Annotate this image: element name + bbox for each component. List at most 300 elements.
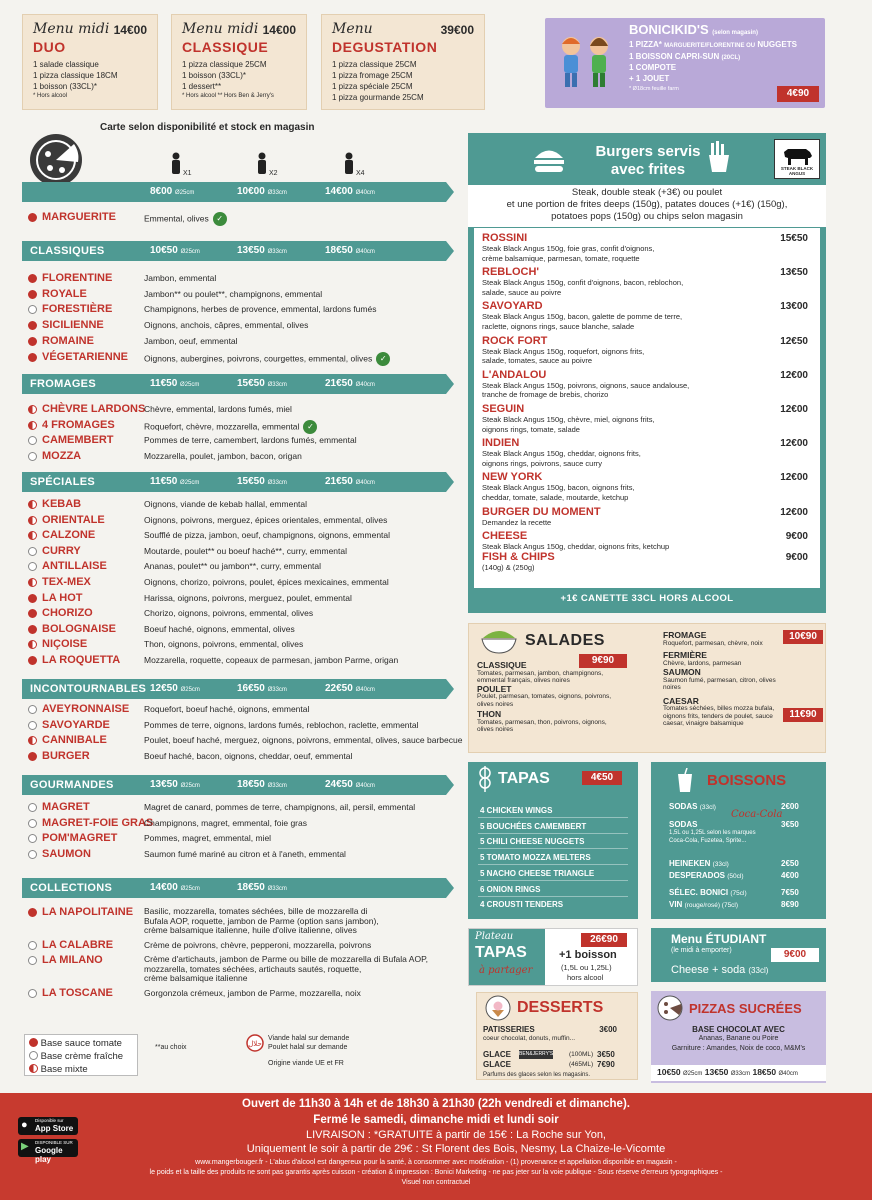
size-label: Ø40cm: [355, 249, 375, 255]
fries-icon: [708, 141, 730, 173]
vegetarian-icon: ✓: [303, 420, 317, 434]
coca-cola-logo: Coca-Cola: [731, 809, 783, 820]
pizza-desc: Crème de poivrons, chèvre, pepperoni, mozzarella, poivrons: [144, 940, 372, 950]
dessert-desc: Parfums des glaces selon les magasins.: [483, 1072, 591, 1078]
drink-row: [669, 871, 821, 880]
pizza-desc: Oignons, anchois, câpres, emmental, olives: [144, 320, 309, 331]
person-icon: [343, 152, 355, 174]
burger-desc: Steak Black Angus 150g, roquefort, oignons frits,: [482, 346, 645, 356]
base-dot: [28, 562, 37, 571]
menu-name: CLASSIQUE: [182, 39, 269, 55]
boissons-title: BOISSONS: [707, 772, 787, 789]
price-value: 24€50: [325, 779, 353, 790]
pizza-name: MAGRET-FOIE GRAS: [42, 816, 154, 829]
salade-desc: Tomates, parmesan, jambon, champignons, emmental français, olives noires: [477, 669, 604, 684]
sucrees-title: PIZZAS SUCRÉES: [689, 1001, 802, 1016]
pizza-name: SAUMON: [42, 847, 91, 860]
menu-line: 1 pizza spéciale 25CM: [332, 82, 413, 91]
kids-line-detail: (20CL): [721, 54, 741, 61]
pizza-icon: [28, 132, 84, 188]
size-label: Ø40cm: [778, 1071, 798, 1077]
menu-title: Menu: [332, 21, 373, 37]
burger-price: 13€50: [780, 267, 808, 279]
menu-price: 14€00: [262, 23, 296, 37]
base-price-bar: [22, 182, 446, 202]
burger-desc: Demandez la recette: [482, 517, 552, 527]
pizza-desc: Jambon, oeuf, emmental: [144, 335, 238, 346]
plateau-tapas: TAPAS: [475, 944, 527, 961]
legend-label: Base mixte: [40, 1064, 88, 1075]
plateau-boisson: +1 boisson: [559, 949, 617, 961]
pizza-desc: Champignons, magret, emmental, foie gras: [144, 817, 307, 828]
base-dot: [28, 640, 37, 649]
price-value: 11€50: [150, 476, 178, 487]
base-dot: [28, 908, 37, 917]
halal-note: Poulet halal sur demande: [268, 1044, 348, 1051]
drink-size: (33cl): [712, 861, 729, 868]
footer: [0, 1093, 872, 1200]
drink-row: [669, 802, 821, 811]
base-dot: [28, 803, 37, 812]
burgers-intro: et une portion de frites deeps (150g), patates douces (+1€) (150g),: [506, 199, 788, 210]
base-dot: [28, 625, 37, 634]
section-name: COLLECTIONS: [30, 882, 113, 894]
size-label: Ø25cm: [180, 382, 200, 388]
base-dot: [28, 578, 37, 587]
price-value: 18€50: [237, 882, 265, 893]
burger-desc: raclette, oignons rings, sauce blanche, salade: [482, 321, 635, 331]
size-label: Ø25cm: [175, 190, 195, 196]
burger-price: 12€00: [780, 369, 808, 381]
size-label: Ø33cm: [267, 480, 287, 486]
burger-desc: Steak Black Angus 150g, confit d'oignons, bacon, reblochon,: [482, 278, 684, 288]
plateau-price: 26€90: [581, 933, 627, 947]
burger-item: [482, 266, 772, 297]
drink-name: SODAS: [669, 802, 698, 811]
menu-title: Menu midi: [33, 21, 110, 37]
burger-item: [482, 232, 772, 263]
pizza-name: MARGUERITE: [42, 211, 116, 223]
pizza-name: BOLOGNAISE: [42, 622, 116, 635]
salade-name: POULET: [477, 683, 512, 694]
store-label: Google play: [35, 1146, 63, 1164]
salade-desc: Tomates, parmesan, thon, poivrons, oignons, olives noires: [477, 718, 607, 733]
tapas-item: 4 CHICKEN WINGS: [480, 806, 553, 815]
pizza-desc: Oignons, aubergines, poivrons, courgettes, emmental, olives: [144, 352, 373, 363]
drink-price: 3€50: [781, 820, 799, 829]
menu-name: DEGUSTATION: [332, 39, 438, 55]
drink-name: DESPERADOS: [669, 871, 726, 880]
etudiant-price: 9€00: [771, 948, 819, 962]
menu-line: 1 pizza gourmande 25CM: [332, 93, 424, 102]
pizza-desc: mozzarella, tomates séchées, artichauts sautés, roquette,: [144, 963, 362, 974]
boissons-box: [651, 762, 826, 919]
halal-icon: [246, 1034, 264, 1052]
section-bar-classiques: [22, 241, 446, 261]
vegetarian-icon: ✓: [213, 212, 227, 226]
pizza-name: LA HOT: [42, 591, 83, 604]
pizza-desc: crème balsamique italienne, huile d'olive italienne, olives: [144, 925, 357, 935]
pizza-desc: Crème d'artichauts, jambon de Parme ou bille de mozzarella di Bufala AOP,: [144, 954, 429, 964]
pizza-desc: Soufflé de pizza, jambon, oeuf, champignons, oignons, emmental: [144, 530, 391, 541]
section-bar-incontournables: [22, 679, 446, 699]
price-value: 18€50: [237, 779, 265, 790]
legal-line: www.mangerbouger.fr - L'abus d'alcool est dangereux pour la santé, à consommer avec modération - (1) provenance et appellation disponible en magasin -: [195, 1159, 677, 1166]
burger-desc: salade, tomates, sauce au poivre: [482, 356, 593, 366]
drink-row: [669, 900, 821, 909]
salade-name: CLASSIQUE: [477, 660, 527, 670]
base-dot: [28, 656, 37, 665]
drink-row: [669, 859, 821, 868]
base-dot: [28, 436, 37, 445]
drink-size: (rouge/rosé) (75cl): [684, 902, 739, 909]
au-choix-note: **au choix: [155, 1044, 187, 1051]
pizza-desc: Boeuf haché, oignons, emmental, olives: [144, 623, 295, 634]
drink-price: 7€50: [781, 888, 799, 897]
pizza-name: MAGRET: [42, 801, 90, 813]
burger-list: [474, 228, 820, 588]
dessert-size: (465ML): [569, 1061, 594, 1068]
base-dot: [28, 500, 37, 509]
burger-name: ROCK FORT: [482, 334, 548, 347]
pizza-name: FLORENTINE: [42, 272, 113, 284]
menu-card-degustation: [321, 14, 485, 110]
dessert-name: GLACE: [483, 1060, 511, 1069]
burger-desc: (140g) & (250g): [482, 563, 535, 573]
pizza-name: AVEYRONNAISE: [42, 703, 130, 715]
pizza-desc: Mozzarella, poulet, jambon, bacon, origan: [144, 451, 302, 462]
size-label: Ø33cm: [267, 249, 287, 255]
burger-desc: Steak Black Angus 150g, poivrons, oignons, sauce andalouse,: [482, 380, 690, 390]
pizza-name: LA CALABRE: [42, 939, 114, 951]
kids-line: 1 COMPOTE: [629, 63, 677, 72]
drink-price: 4€00: [781, 871, 799, 880]
divider: [478, 848, 628, 849]
pizza-desc: Emmental, olives: [144, 213, 209, 224]
plateau-label: Plateau: [475, 931, 514, 942]
burger-name: REBLOCH': [482, 266, 540, 279]
burgers-intro: Steak, double steak (+3€) ou poulet: [571, 187, 723, 198]
pizza-name: LA TOSCANE: [42, 987, 113, 999]
kids-footnote: * Ø18cm feuille farm: [629, 86, 679, 92]
menu-line: 1 boisson (33CL)*: [33, 82, 98, 91]
base-dot: [28, 305, 37, 314]
tapas-box: [468, 762, 638, 919]
burger-price: 9€00: [785, 530, 808, 542]
divider: [478, 817, 628, 818]
price-value: 14€00: [150, 882, 178, 893]
burger-desc: Steak Black Angus 150g, cheddar, oignons frits,: [482, 449, 641, 459]
person-icon: [256, 152, 268, 174]
salade-name: THON: [477, 709, 502, 719]
base-dot: [28, 705, 37, 714]
pizza-name: LA ROQUETTA: [42, 654, 121, 666]
size-label: Ø25cm: [180, 886, 200, 892]
size-label: Ø40cm: [355, 687, 375, 693]
price-value: 22€50: [325, 683, 353, 694]
bonicikids-box: [545, 18, 825, 108]
price-value: 11€50: [150, 378, 178, 389]
drink-name: SÉLEC. BONICI: [669, 888, 729, 897]
pizza-name: MOZZA: [42, 450, 82, 463]
size-label: Ø33cm: [267, 190, 287, 196]
burger-name: ROSSINI: [482, 232, 528, 244]
delivery-free: LIVRAISON : *GRATUITE à partir de 15€ : La Roche sur Yon,: [306, 1129, 606, 1141]
burger-desc: Steak Black Angus 150g, bacon, galette de pomme de terre,: [482, 312, 683, 322]
drink-price: 2€50: [781, 859, 799, 868]
etudiant-title: Menu ÉTUDIANT: [671, 932, 767, 946]
burger-desc: Steak Black Angus 150g, bacon, oignons frits,: [482, 483, 635, 493]
burger-price: 9€00: [785, 552, 808, 564]
cow-icon: [782, 146, 814, 166]
kids-line: 1 BOISSON CAPRI-SUN: [629, 51, 720, 61]
plateau-boisson-size: (1,5L ou 1,25L): [561, 963, 612, 972]
multiplier-label: X2: [269, 170, 278, 177]
tapas-price: 4€50: [582, 771, 622, 785]
base-dot: [28, 516, 37, 525]
sucrees-garniture: Garniture : Amandes, Noix de coco, M&M's: [671, 1045, 806, 1052]
base-dot: [28, 547, 37, 556]
drink-size: (50cl): [727, 873, 744, 880]
salad-bowl-icon: [481, 628, 517, 654]
skewer-icon: [476, 766, 494, 792]
salade-desc: Tomates séchées, billes mozza bufala, oignons frits, tenders de poulet, sauce caesar, vinaigre balsamique: [663, 705, 775, 727]
section-name: INCONTOURNABLES: [30, 683, 147, 695]
pizza-desc: Mozzarella, roquette, copeaux de parmesan, jambon Parme, origan: [144, 655, 399, 665]
salade-name: FERMIÈRE: [663, 650, 707, 660]
burger-desc: oignons rings, poivrons, sauce curry: [482, 458, 603, 468]
burger-price: 12€00: [780, 438, 808, 450]
origin-note: Origine viande UE et FR: [268, 1060, 344, 1067]
section-name: FROMAGES: [30, 378, 96, 390]
burger-name: L'ANDALOU: [482, 368, 547, 381]
pizza-name: FORESTIÈRE: [42, 303, 113, 316]
burger-item: [482, 471, 772, 502]
price-value: 21€50: [325, 476, 353, 487]
price-value: 15€50: [237, 378, 265, 389]
burger-desc: Steak Black Angus 150g, cheddar, oignons frits, ketchup: [482, 541, 670, 551]
price-value: 13€50: [237, 245, 265, 256]
store-small-label: Disponible sur: [35, 1118, 64, 1123]
base-dot: [28, 736, 37, 745]
size-label: Ø25cm: [180, 783, 200, 789]
pizza-name: POM'MAGRET: [42, 832, 118, 844]
pizza-name: CHORIZO: [42, 607, 93, 620]
pizza-desc: Roquefort, boeuf haché, oignons, emmental: [144, 704, 310, 714]
store-label: App Store: [35, 1124, 74, 1133]
salade-name: CAESAR: [663, 695, 699, 706]
pizza-desc: Poulet, boeuf haché, merguez, oignons, poivrons, emmental, olives, sauce barbecue: [144, 735, 463, 746]
drink-name: SODAS: [669, 820, 698, 829]
pizza-desc: crème balsamique italienne: [144, 973, 248, 983]
burger-desc: oignons rings, tomate, salade: [482, 424, 580, 434]
salades-title: SALADES: [525, 632, 605, 649]
etudiant-box: [651, 928, 826, 982]
pizza-desc: Roquefort, chèvre, mozzarella, emmental: [144, 420, 300, 431]
etudiant-size: (33cl): [748, 966, 769, 975]
base-dot: [28, 850, 37, 859]
salade-price: 9€90: [579, 654, 627, 668]
burger-item: [482, 551, 772, 573]
pizza-desc: Bufala AOP, roquette, jambon de Parme (option sans jambon),: [144, 915, 379, 926]
price-value: 13€50: [150, 779, 178, 790]
pizza-desc: Ananas, poulet** ou jambon**, curry, emmental: [144, 561, 322, 572]
burger-desc: Steak Black Angus 150g, foie gras, confit d'oignons,: [482, 244, 655, 253]
price-value: 8€00: [150, 186, 173, 197]
drink-size: (33cl): [699, 804, 716, 811]
burger-desc: crème balsamique, parmesan, tomate, roquette: [482, 253, 640, 263]
salade-desc: Saumon fumé, parmesan, citron, olives noires: [663, 676, 776, 691]
pizza-name: KEBAB: [42, 498, 82, 510]
base-dot: [28, 594, 37, 603]
burger-item: [482, 369, 772, 400]
apple-icon: ●: [21, 1119, 28, 1131]
base-dot: [28, 405, 37, 414]
plateau-box: [468, 928, 638, 986]
pizza-name: CURRY: [42, 544, 81, 557]
etudiant-line: Cheese + soda: [671, 964, 746, 976]
legend-label: Base crème fraîche: [40, 1051, 124, 1062]
burger-price: 12€00: [780, 506, 808, 518]
drink-price: 2€00: [781, 802, 799, 811]
vegetarian-icon: ✓: [376, 352, 390, 366]
salades-box: [468, 623, 826, 753]
pizza-name: BURGER: [42, 750, 90, 763]
kids-subtitle: (selon magasin): [712, 30, 758, 36]
pizza-name: CHÈVRE LARDONS: [42, 403, 146, 415]
pizza-name: CAMEMBERT: [42, 434, 114, 447]
legend: [24, 1034, 138, 1076]
base-dot: [28, 274, 37, 283]
price-value: 13€50: [704, 1067, 729, 1077]
black-angus-badge: [774, 139, 820, 179]
divider: [478, 864, 628, 865]
desserts-title: DESSERTS: [517, 999, 604, 1016]
menu-line: 1 pizza classique 25CM: [332, 60, 417, 69]
section-bar-collections: [22, 878, 446, 898]
tapas-item: 5 CHILI CHEESE NUGGETS: [480, 837, 585, 847]
section-name: SPÉCIALES: [30, 476, 96, 488]
tomato-base-dot: [29, 1038, 38, 1047]
pizza-desc: Magret de canard, pommes de terre, champignons, ail, persil, emmental: [144, 802, 416, 812]
sweet-pizza-icon: [657, 995, 683, 1021]
svg-text:حلال: حلال: [248, 1040, 262, 1048]
halal-note: Viande halal sur demande: [268, 1035, 350, 1042]
legal-line: Visuel non contractuel: [401, 1179, 471, 1186]
pizza-name: NIÇOISE: [42, 638, 88, 651]
burger-price: 12€50: [780, 335, 808, 347]
price-value: 21€50: [325, 378, 353, 389]
base-dot: [28, 353, 37, 362]
pizza-desc: Harissa, oignons, poivrons, merguez, poulet, emmental: [144, 592, 352, 603]
size-label: Ø40cm: [355, 480, 375, 486]
drink-size: (75cl): [730, 890, 747, 897]
pizza-desc: Pommes, magret, emmental, miel: [144, 833, 272, 843]
pizza-desc: Pommes de terre, oignons, lardons fumés, reblochon, raclette, emmental: [144, 719, 419, 730]
pizza-desc: Saumon fumé mariné au citron et à l'aneth, emmental: [144, 848, 346, 859]
menu-line: 1 pizza fromage 25CM: [332, 71, 413, 80]
pizza-name: CANNIBALE: [42, 734, 107, 747]
base-dot: [28, 989, 37, 998]
pizza-desc: Thon, oignons, poivrons, emmental, olives: [144, 639, 304, 650]
price-value: 12€50: [150, 683, 178, 694]
size-label: Ø40cm: [355, 783, 375, 789]
pizza-name: CALZONE: [42, 529, 96, 542]
divider: [478, 880, 628, 881]
drink-name: VIN: [669, 900, 683, 909]
section-name: GOURMANDES: [30, 779, 114, 791]
kids-title: BONICIKID'S: [629, 22, 709, 37]
availability-note: Carte selon disponibilité et stock en magasin: [100, 122, 315, 133]
size-label: Ø33cm: [267, 783, 287, 789]
burger-item: [482, 335, 772, 366]
burger-name: NEW YORK: [482, 471, 543, 484]
kids-price: 4€90: [777, 86, 819, 102]
price-value: 10€00: [237, 186, 265, 197]
plateau-partager: à partager: [479, 965, 533, 976]
burger-desc: cheddar, tomate, salade, moutarde, ketchup: [482, 492, 629, 502]
menu-card-duo: [22, 14, 158, 110]
pizza-name: ROMAINE: [42, 334, 94, 347]
base-dot: [28, 834, 37, 843]
burger-price: 15€50: [780, 233, 808, 244]
google-play-button[interactable]: [18, 1139, 78, 1164]
tapas-item: 5 BOUCHÉES CAMEMBERT: [480, 821, 587, 831]
section-bar-gourmandes: [22, 775, 446, 795]
pizza-desc: Moutarde, poulet** ou boeuf haché**, curry, emmental: [144, 545, 348, 556]
delivery-evening: Uniquement le soir à partir de 29€ : St Florent des Bois, Nesmy, La Chaize-le-Vicomte: [246, 1143, 666, 1155]
price-value: 18€50: [325, 245, 353, 256]
size-label: Ø33cm: [730, 1071, 751, 1077]
pizza-desc: Oignons, chorizo, poivrons, poulet, épices mexicaines, emmental: [144, 577, 389, 587]
tapas-title: TAPAS: [498, 770, 550, 787]
burger-desc: Steak Black Angus 150g, chèvre, miel, oignons frits,: [482, 415, 655, 424]
desserts-box: [476, 992, 638, 1080]
drink-name: HEINEKEN: [669, 859, 711, 868]
base-dot: [28, 531, 37, 540]
size-label: Ø25cm: [180, 249, 200, 255]
menu-price: 14€00: [113, 23, 147, 37]
burger-name: BURGER DU MOMENT: [482, 505, 601, 518]
burger-icon: [532, 145, 566, 175]
person-icon: [170, 152, 182, 174]
base-dot: [28, 819, 37, 828]
salade-price: 10€90: [783, 630, 823, 644]
salade-name: FROMAGE: [663, 630, 707, 640]
soda-cup-icon: [677, 768, 693, 792]
app-store-button[interactable]: [18, 1117, 78, 1135]
menu-line: 1 salade classique: [33, 60, 99, 69]
burgers-intro: potatoes pops (150g) ou chips selon magasin: [551, 211, 743, 222]
size-label: Ø33cm: [267, 687, 287, 693]
dessert-name: PATISSERIES: [483, 1025, 535, 1034]
base-dot: [28, 452, 37, 461]
tapas-item: 5 NACHO CHEESE TRIANGLE: [480, 868, 595, 878]
burger-price: 12€00: [780, 404, 808, 415]
menu-price: 39€00: [440, 23, 474, 37]
size-label: Ø40cm: [355, 382, 375, 388]
pizza-desc: Chorizo, oignons, poivrons, emmental, olives: [144, 608, 314, 619]
menu-footnote: * Hors alcool: [33, 93, 68, 99]
pizza-desc: Gorgonzola crémeux, jambon de Parme, mozzarella, noix: [144, 988, 361, 998]
size-label: Ø33cm: [267, 382, 287, 388]
base-dot: [28, 213, 37, 222]
dessert-name: GLACE: [483, 1050, 511, 1059]
drink-price: 8€90: [781, 900, 799, 909]
base-dot: [28, 337, 37, 346]
burgers-box: [468, 133, 826, 613]
plateau-hors-alcool: hors alcool: [567, 973, 604, 982]
